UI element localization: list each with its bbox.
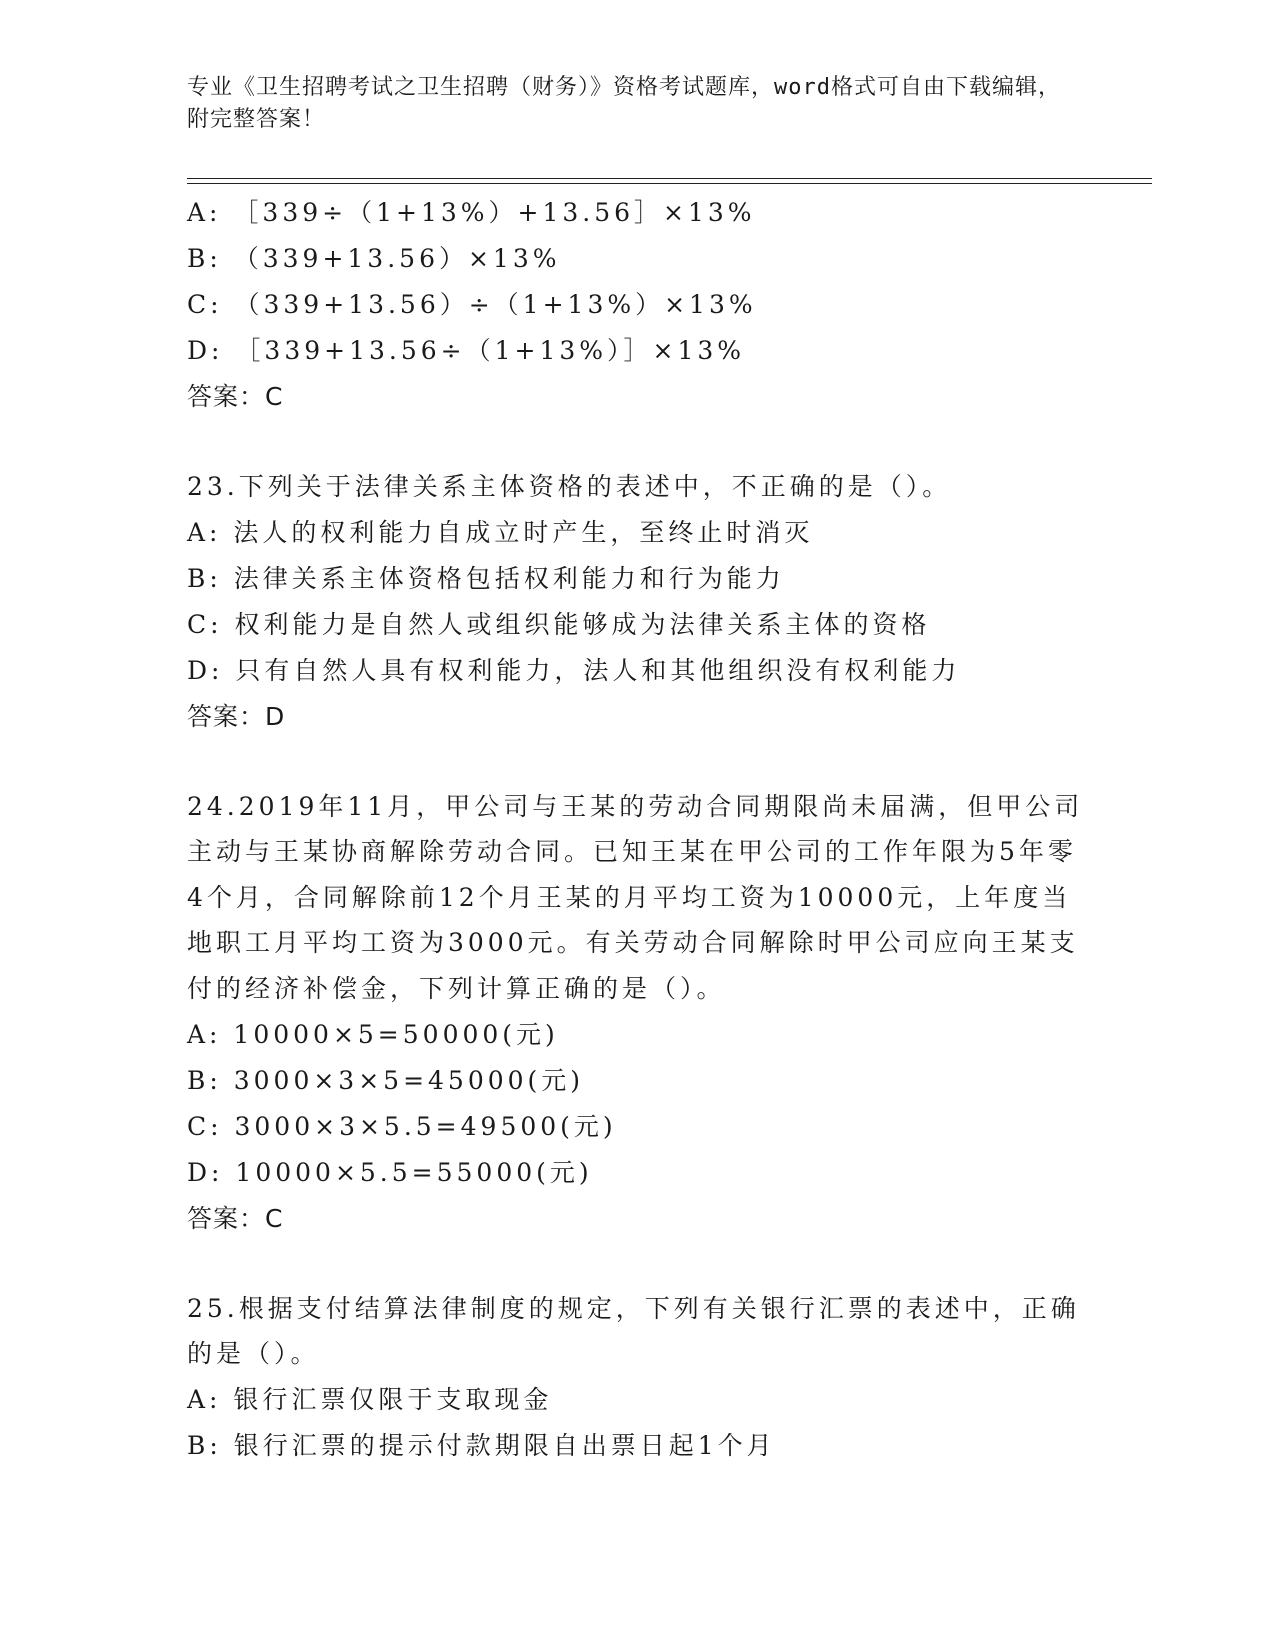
option-a: A: ［339÷（1+13%）+13.56］×13% [187, 198, 756, 227]
option-b: B: （339+13.56）×13% [187, 244, 561, 273]
answer: 答案：C [187, 382, 284, 411]
option-b: B: 3000×3×5=45000(元) [187, 1065, 585, 1095]
option-d: D: 只有自然人具有权利能力，法人和其他组织没有权利能力 [187, 655, 961, 685]
question-24 [187, 784, 1087, 1242]
spacer [187, 1242, 1087, 1286]
question-list [187, 190, 1087, 1469]
option-a: A: 银行汇票仅限于支取现金 [187, 1384, 553, 1414]
spacer [187, 420, 1087, 464]
document-header: 专业《卫生招聘考试之卫生招聘（财务）》资格考试题库，word格式可自由下载编辑，附完整答案！ [187, 75, 1061, 132]
option-c: C: （339+13.56）÷（1+13%）×13% [187, 290, 757, 319]
spacer [187, 740, 1087, 784]
option-c: C: 权利能力是自然人或组织能够成为法律关系主体的资格 [187, 609, 931, 639]
option-d: D: ［339+13.56÷（1+13%）］×13% [187, 336, 746, 365]
option-c: C: 3000×3×5.5=49500(元) [187, 1111, 617, 1141]
option-d: D: 10000×5.5=55000(元) [187, 1157, 593, 1187]
question-stem: 25.根据支付结算法律制度的规定，下列有关银行汇票的表述中，正确的是（）。 [187, 1293, 1080, 1369]
question-stem: 24.2019年11月，甲公司与王某的劳动合同期限尚未届满，但甲公司主动与王某协商解除劳动合同。已知王某在甲公司的工作年限为5年零4个月，合同解除前12个月王某的月平均工资为10000元，上年度当地职工月平均工资为3000元。有关劳动合同解除时甲公司应向王某支付的经济补偿金，下列计算正确的是（）。 [187, 791, 1084, 1003]
header-divider-top [187, 178, 1152, 179]
answer: 答案：D [187, 701, 286, 731]
question-25 [187, 1286, 1087, 1469]
question-stem: 23.下列关于法律关系主体资格的表述中，不正确的是（）。 [187, 472, 952, 501]
question-22 [187, 190, 1087, 420]
question-23 [187, 464, 1087, 740]
option-a: A: 法人的权利能力自成立时产生，至终止时消灭 [187, 517, 814, 547]
option-a: A: 10000×5=50000(元) [187, 1019, 559, 1049]
answer: 答案：C [187, 1203, 284, 1233]
option-b: B: 银行汇票的提示付款期限自出票日起1个月 [187, 1430, 776, 1460]
option-b: B: 法律关系主体资格包括权利能力和行为能力 [187, 563, 785, 593]
header-divider-bottom [187, 183, 1152, 184]
